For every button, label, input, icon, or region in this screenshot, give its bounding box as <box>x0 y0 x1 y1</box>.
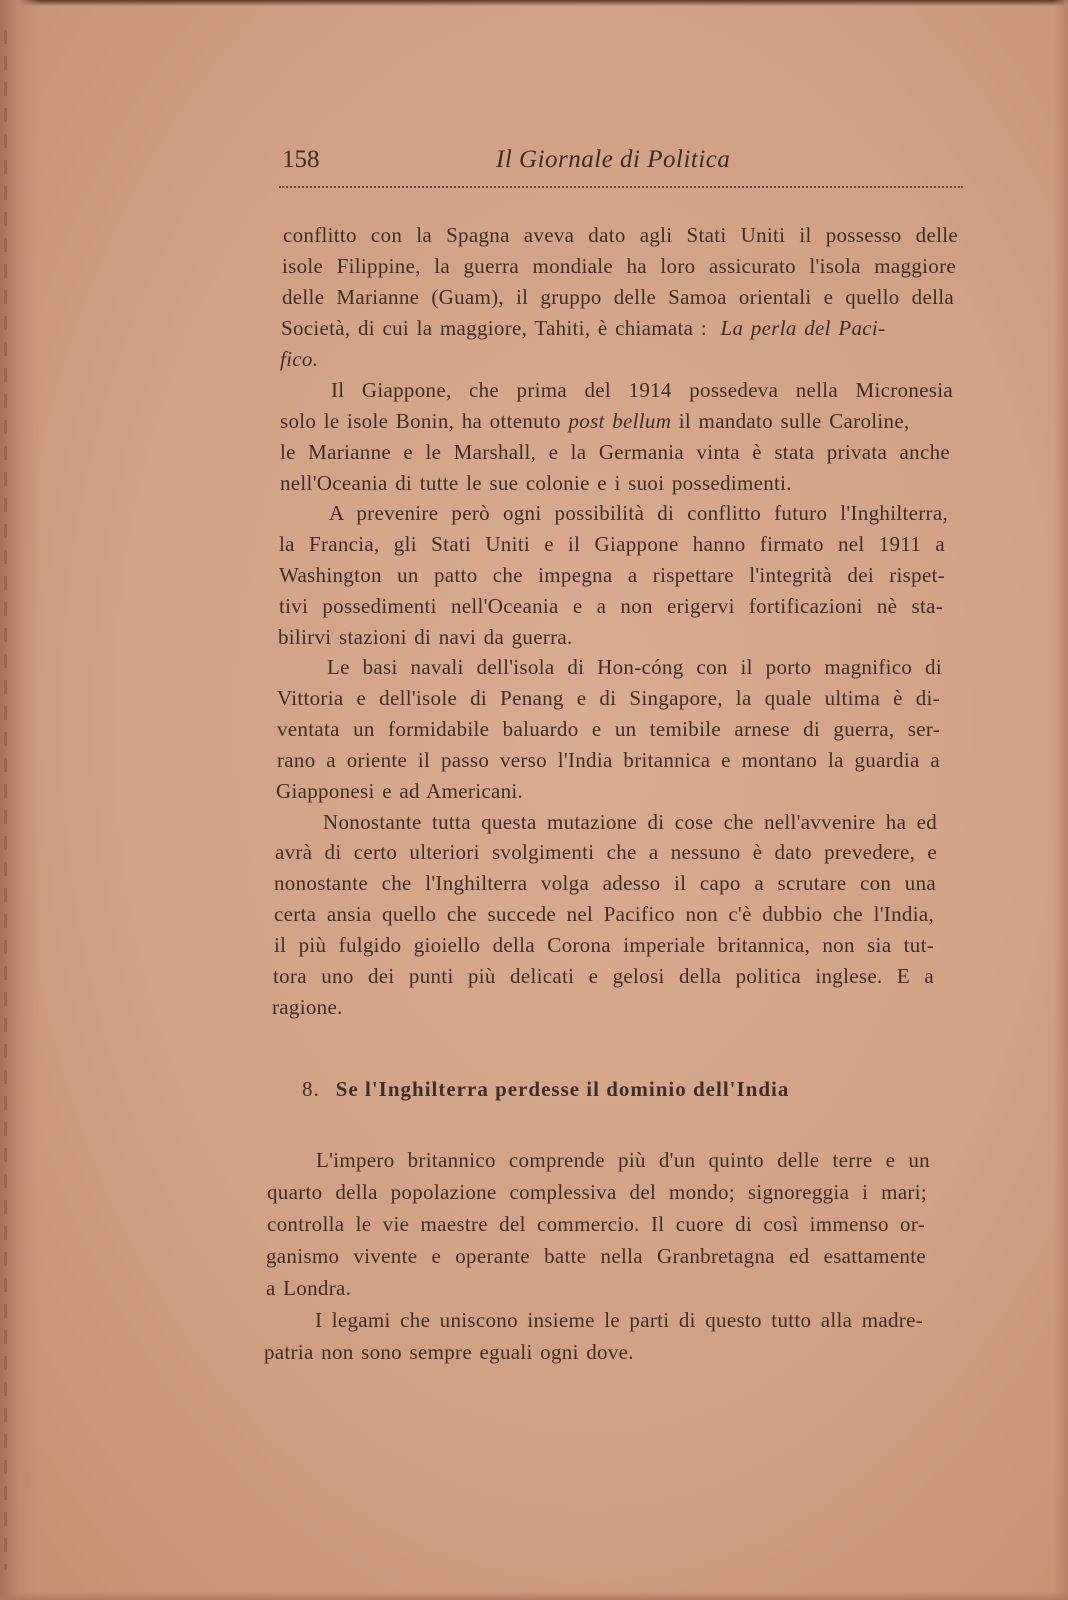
page-top-edge <box>0 0 1068 6</box>
text-line: L'impero britannico comprende più d'un quinto delle terre e un <box>316 1148 930 1172</box>
text-line: a Londra. <box>266 1276 352 1300</box>
page-header <box>282 142 962 182</box>
text-line: certa ansia quello che succede nel Pacifico non c'è dubbio che l'India, <box>274 902 934 926</box>
text-line: rano a oriente il passo verso l'India britannica e montano la guardia a <box>277 748 940 772</box>
page-right-edge <box>1054 0 1068 1600</box>
page-bottom-edge <box>0 1592 1068 1600</box>
text-line: quarto della popolazione complessiva del mondo; signoreggia i mari; <box>267 1180 927 1204</box>
text-line: delle Marianne (Guam), il gruppo delle Samoa orientali e quello della <box>282 285 954 309</box>
text-line: il più fulgido gioiello della Corona imperiale britannica, non sia tut- <box>274 933 934 957</box>
text-line: bilirvi stazioni di navi da guerra. <box>278 625 573 649</box>
text-line: fico. <box>280 347 319 371</box>
text-line: Vittoria e dell'isole di Penang e di Singapore, la quale ultima è di- <box>277 686 940 710</box>
text-line: controlla le vie maestre del commercio. Il cuore di così immenso or- <box>267 1212 925 1236</box>
text-run: il mandato sulle Caroline, <box>671 409 910 433</box>
section-heading <box>302 1077 902 1102</box>
text-line: tivi possedimenti nell'Oceania e a non erigervi fortificazioni nè sta- <box>279 594 943 618</box>
text-line: tora uno dei punti più delicati e gelosi della politica inglese. E a <box>273 964 934 988</box>
italic-run: post bellum <box>568 409 672 433</box>
text-line: le Marianne e le Marshall, e la Germania vinta è stata privata anche <box>280 440 950 464</box>
text-line: conflitto con la Spagna aveva dato agli Stati Uniti il possesso delle <box>283 223 958 247</box>
running-title: Il Giornale di Politica <box>496 146 731 173</box>
text-line: nell'Oceania di tutte le sue colonie e i suoi possedimenti. <box>280 471 792 495</box>
section-number: 8. <box>302 1077 320 1101</box>
text-line: nonostante che l'Inghilterra volga adesso il capo a scrutare con una <box>274 871 936 895</box>
text-line: Nonostante tutta questa mutazione di cose che nell'avvenire ha ed <box>323 810 937 834</box>
header-divider <box>279 186 963 188</box>
page-binding-edge <box>0 0 40 1600</box>
text-line: I legami che uniscono insieme le parti di questo tutto alla madre- <box>315 1308 923 1332</box>
text-line: ganismo vivente e operante batte nella Granbretagna ed esattamente <box>266 1244 926 1268</box>
text-line: A prevenire però ogni possibilità di conflitto futuro l'Inghilterra, <box>329 501 948 525</box>
text-line: Giapponesi e ad Americani. <box>276 779 524 803</box>
text-line <box>281 316 885 340</box>
text-line: avrà di certo ulteriori svolgimenti che a nessuno è dato prevedere, e <box>275 840 937 864</box>
text-run: solo le isole Bonin, ha ottenuto <box>280 409 569 433</box>
text-line: Le basi navali dell'isola di Hon-cóng con il porto magnifico di <box>327 655 942 679</box>
text-line: Il Giappone, che prima del 1914 possedeva nella Micronesia <box>331 378 953 402</box>
section-title: Se l'Inghilterra perdesse il dominio dell'India <box>335 1077 790 1101</box>
text-line: la Francia, gli Stati Uniti e il Giappone hanno firmato nel 1911 a <box>279 532 945 556</box>
text-line: Washington un patto che impegna a rispettare l'integrità dei rispet- <box>279 563 945 587</box>
text-line: ragione. <box>272 995 343 1019</box>
text-run: Società, di cui la maggiore, Tahiti, è chiamata : <box>281 316 715 340</box>
text-line: patria non sono sempre eguali ogni dove. <box>264 1340 634 1364</box>
text-line <box>280 409 910 433</box>
page-number: 158 <box>282 146 320 173</box>
text-line: isole Filippine, la guerra mondiale ha loro assicurato l'isola maggiore <box>282 254 956 278</box>
italic-run: La perla del Paci- <box>720 316 886 340</box>
text-line: ventata un formidabile baluardo e un temibile arnese di guerra, ser- <box>277 717 940 741</box>
